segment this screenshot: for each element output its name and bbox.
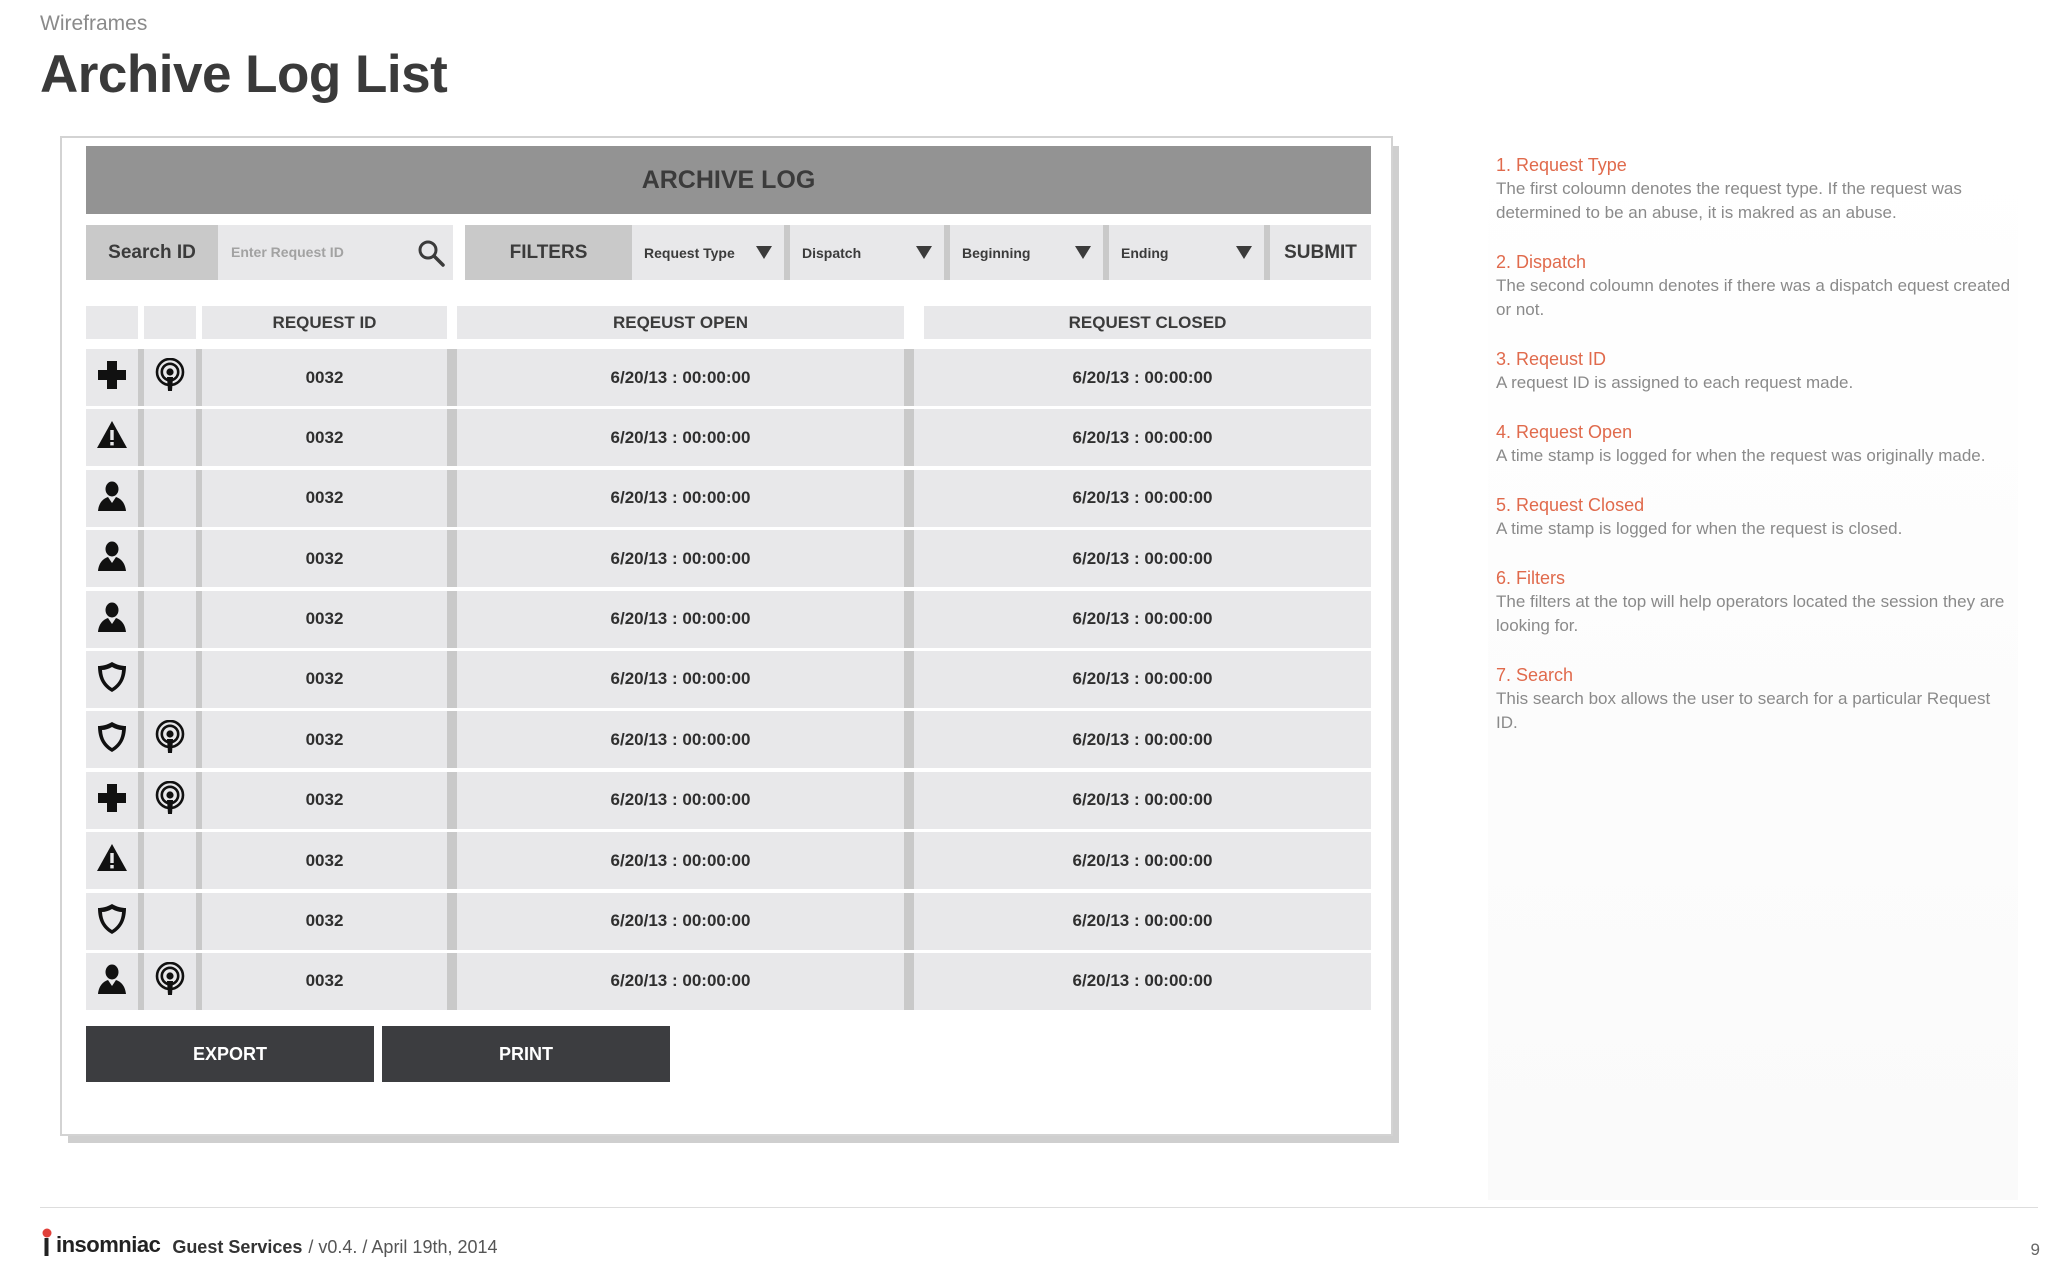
radio-icon [153,720,187,759]
filters-label: FILTERS [465,225,632,280]
table-row[interactable] [86,953,1371,1010]
request-open-cell: 6/20/13 : 00:00:00 [610,427,751,447]
column-separator [447,409,457,466]
table-row[interactable] [86,409,1371,466]
dispatch-cell [144,349,196,406]
column-separator [447,893,457,950]
shield-icon [95,720,129,759]
annotation-panel [1488,140,2018,1200]
note-request-open [1496,421,2016,468]
column-separator [447,772,457,829]
column-header-request-open[interactable]: REQEUST OPEN [457,306,904,339]
column-separator [904,470,914,527]
request-closed-cell: 6/20/13 : 00:00:00 [1072,427,1213,447]
note-title: 4. Request Open [1496,422,1633,442]
chevron-down-icon [1236,246,1252,259]
note-title: 5. Request Closed [1496,495,1645,515]
dispatch-cell [144,409,196,466]
dispatch-cell [144,893,196,950]
column-separator [447,651,457,708]
request-type-cell [86,591,138,648]
dropdown-label: Ending [1121,245,1169,261]
table-row[interactable] [86,651,1371,708]
note-body: The filters at the top will help operators located the session they are looking for. [1496,592,2005,635]
table-row[interactable] [86,349,1371,406]
request-id-cell: 0032 [305,850,344,870]
person-icon [95,539,129,578]
radio-icon [153,358,187,397]
request-id-cell: 0032 [305,367,344,387]
note-request-type [1496,154,2016,225]
footer-divider [40,1207,2038,1208]
search-placeholder: Enter Request ID [231,244,344,260]
request-closed-cell: 6/20/13 : 00:00:00 [1072,609,1213,629]
request-open-cell: 6/20/13 : 00:00:00 [610,548,751,568]
request-id-cell: 0032 [305,911,344,931]
request-type-cell [86,772,138,829]
dropdown-request-type[interactable] [632,225,790,280]
column-separator [447,470,457,527]
note-body: The first coloumn denotes the request type. If the request was determined to be an abuse, it is makred as an abuse. [1496,179,1962,222]
request-id-cell: 0032 [305,609,344,629]
dropdown-ending[interactable] [1109,225,1270,280]
column-separator [447,530,457,587]
request-open-cell: 6/20/13 : 00:00:00 [610,669,751,689]
request-closed-cell: 6/20/13 : 00:00:00 [1072,790,1213,810]
request-id-cell: 0032 [305,729,344,749]
logo-mark-icon [40,1228,56,1258]
column-separator [904,530,914,587]
dropdown-dispatch[interactable] [790,225,950,280]
search-icon[interactable] [417,239,445,267]
request-closed-cell: 6/20/13 : 00:00:00 [1072,850,1213,870]
radio-icon [153,781,187,820]
person-icon [95,962,129,1001]
shield-icon [95,660,129,699]
column-separator [447,832,457,889]
request-closed-cell: 6/20/13 : 00:00:00 [1072,911,1213,931]
search-id-label: Search ID [86,225,218,280]
note-request-id [1496,348,2016,395]
table-row[interactable] [86,591,1371,648]
table-row[interactable] [86,893,1371,950]
column-separator [904,591,914,648]
person-icon [95,479,129,518]
request-type-cell [86,953,138,1010]
request-closed-cell: 6/20/13 : 00:00:00 [1072,971,1213,991]
request-id-cell: 0032 [305,669,344,689]
table-row[interactable] [86,530,1371,587]
note-filters [1496,567,2016,638]
dropdown-label: Request Type [644,245,735,261]
table-row[interactable] [86,832,1371,889]
column-separator [904,349,914,406]
radio-icon [153,962,187,1001]
note-title: 1. Request Type [1496,155,1627,175]
person-icon [95,600,129,639]
request-open-cell: 6/20/13 : 00:00:00 [610,609,751,629]
plus-icon [95,781,129,820]
note-body: The second coloumn denotes if there was a dispatch equest created or not. [1496,276,2011,319]
request-type-cell [86,711,138,768]
warning-icon [95,418,129,457]
request-type-cell [86,832,138,889]
request-closed-cell: 6/20/13 : 00:00:00 [1072,729,1213,749]
note-title: 2. Dispatch [1496,252,1587,272]
column-header-request-closed[interactable]: REQUEST CLOSED [924,306,1371,339]
request-open-cell: 6/20/13 : 00:00:00 [610,367,751,387]
column-separator [447,953,457,1010]
dropdown-label: Dispatch [802,245,862,261]
version-date: / v0.4. / April 19th, 2014 [308,1237,498,1257]
plus-icon [95,358,129,397]
column-separator [904,893,914,950]
dropdown-label: Beginning [962,245,1031,261]
panel-title: ARCHIVE LOG [641,165,816,194]
request-type-cell [86,530,138,587]
search-input[interactable] [218,225,453,280]
app-name: Guest Services [172,1237,303,1257]
request-open-cell: 6/20/13 : 00:00:00 [610,790,751,810]
chevron-down-icon [1075,246,1091,259]
note-search [1496,664,2016,735]
overline: Wireframes [40,12,148,35]
dropdown-beginning[interactable] [950,225,1109,280]
request-closed-cell: 6/20/13 : 00:00:00 [1072,548,1213,568]
column-header-type [86,306,138,339]
page-title: Archive Log List [40,45,448,104]
note-title: 7. Search [1496,665,1574,685]
note-title: 6. Filters [1496,568,1566,588]
dispatch-cell [144,470,196,527]
footer [40,1222,498,1258]
panel-header [86,146,1371,214]
column-separator [447,591,457,648]
logo-wordmark: insomniac [56,1232,161,1257]
page-number: 9 [2030,1240,2040,1259]
request-closed-cell: 6/20/13 : 00:00:00 [1072,669,1213,689]
shield-icon [95,902,129,941]
column-separator [447,711,457,768]
note-title: 3. Reqeust ID [1496,349,1607,369]
brand-logo [40,1228,160,1258]
request-open-cell: 6/20/13 : 00:00:00 [610,850,751,870]
log-table-body [86,349,1371,1013]
request-id-cell: 0032 [305,548,344,568]
request-id-cell: 0032 [305,790,344,810]
request-type-cell [86,893,138,950]
request-id-cell: 0032 [305,488,344,508]
request-type-cell [86,651,138,708]
note-dispatch [1496,251,2016,322]
column-header-dispatch [144,306,196,339]
request-open-cell: 6/20/13 : 00:00:00 [610,729,751,749]
table-row[interactable] [86,711,1371,768]
column-separator [904,772,914,829]
print-button[interactable]: PRINT [382,1026,670,1082]
request-open-cell: 6/20/13 : 00:00:00 [610,971,751,991]
note-body: A time stamp is logged for when the request was originally made. [1496,446,1986,465]
request-id-cell: 0032 [305,971,344,991]
dispatch-cell [144,651,196,708]
request-id-cell: 0032 [305,427,344,447]
export-button[interactable]: EXPORT [86,1026,374,1082]
table-row[interactable] [86,470,1371,527]
column-separator [904,409,914,466]
column-separator [904,832,914,889]
filter-row [86,225,1371,280]
request-closed-cell: 6/20/13 : 00:00:00 [1072,367,1213,387]
dispatch-cell [144,772,196,829]
note-body: This search box allows the user to search for a particular Request ID. [1496,689,1991,732]
column-separator [447,349,457,406]
column-header-request-id[interactable]: REQUEST ID [202,306,447,339]
column-separator [904,711,914,768]
request-closed-cell: 6/20/13 : 00:00:00 [1072,488,1213,508]
note-body: A request ID is assigned to each request made. [1496,373,1854,392]
dispatch-cell [144,591,196,648]
chevron-down-icon [916,246,932,259]
dispatch-cell [144,530,196,587]
submit-button[interactable]: SUBMIT [1270,225,1371,280]
dispatch-cell [144,711,196,768]
request-open-cell: 6/20/13 : 00:00:00 [610,911,751,931]
request-type-cell [86,470,138,527]
warning-icon [95,841,129,880]
archive-log-panel [60,136,1393,1136]
note-body: A time stamp is logged for when the request is closed. [1496,519,1903,538]
column-separator [904,651,914,708]
request-open-cell: 6/20/13 : 00:00:00 [610,488,751,508]
request-type-cell [86,409,138,466]
dispatch-cell [144,832,196,889]
table-row[interactable] [86,772,1371,829]
dispatch-cell [144,953,196,1010]
chevron-down-icon [756,246,772,259]
note-request-closed [1496,494,2016,541]
request-type-cell [86,349,138,406]
column-separator [904,953,914,1010]
